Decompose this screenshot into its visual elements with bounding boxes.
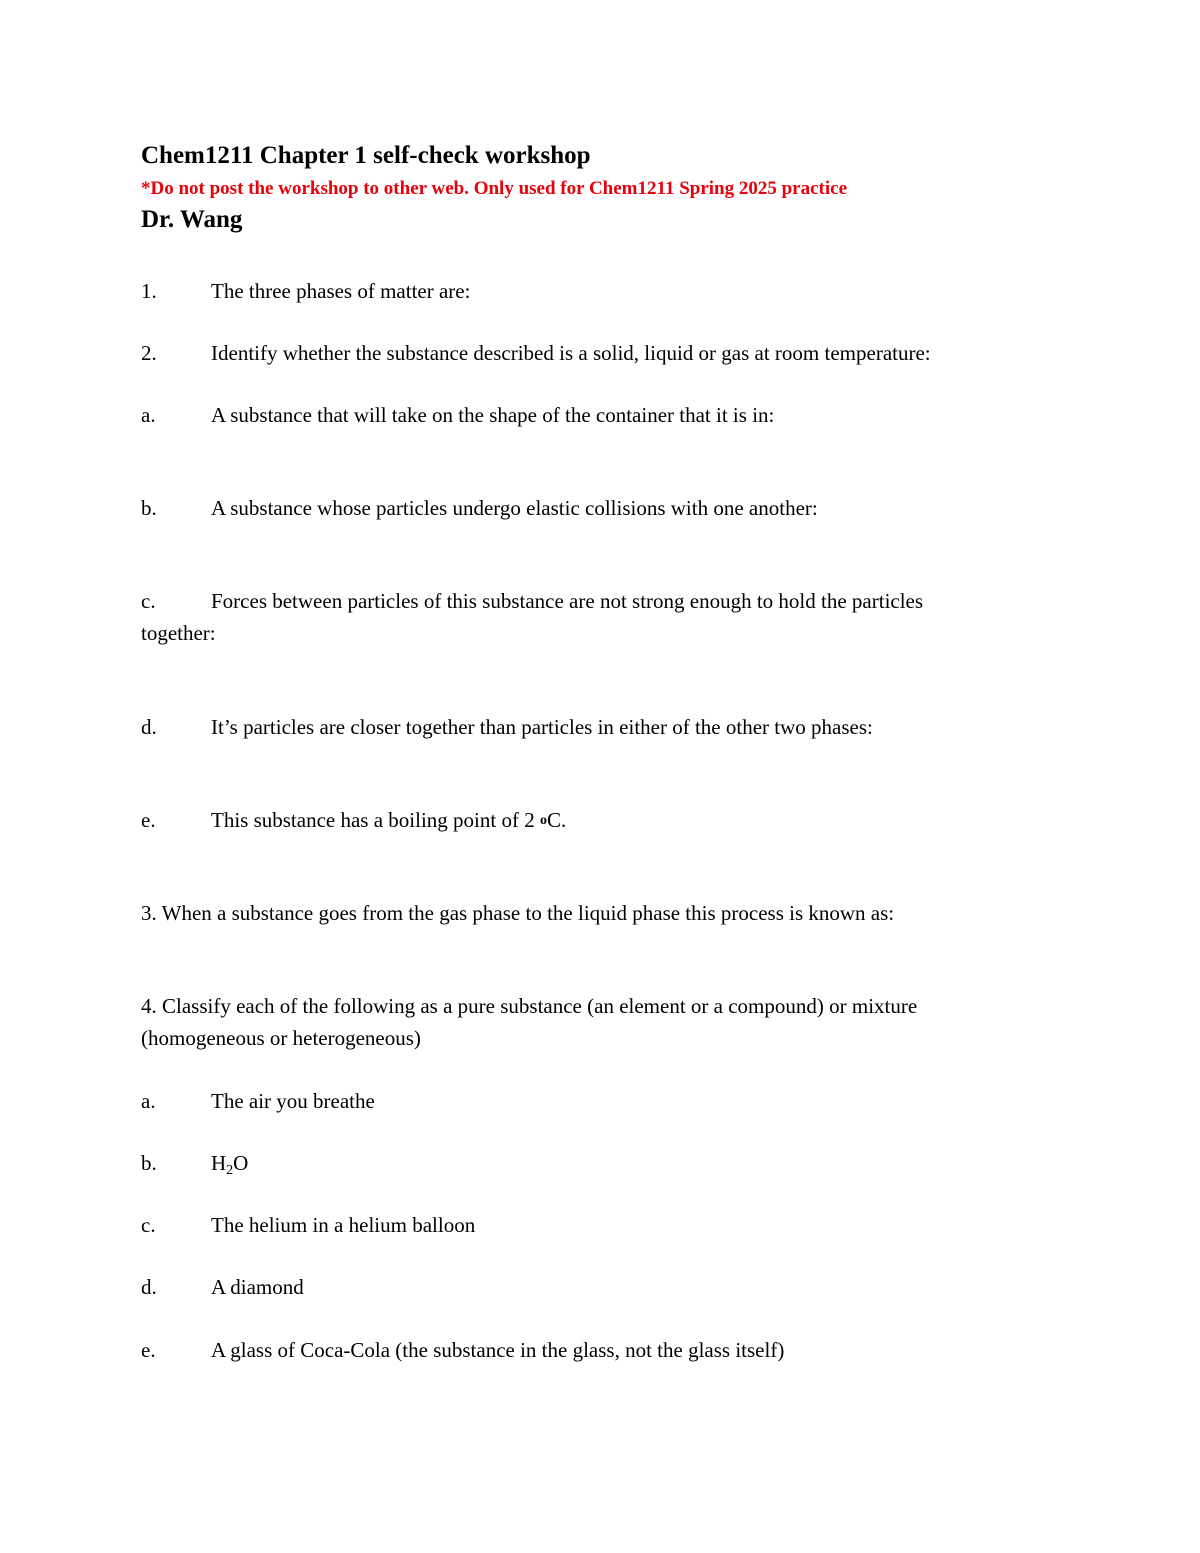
author-name: Dr. Wang — [141, 206, 243, 233]
question-text: Identify whether the substance described is a solid, liquid or gas at room temperature: — [211, 341, 931, 365]
item-text — [211, 1147, 248, 1183]
degree-superscript: o — [539, 813, 547, 828]
item-label: c. — [141, 1213, 156, 1237]
item-label: a. — [141, 1089, 156, 1113]
item-text: It’s particles are closer together than particles in either of the other two phases: — [211, 715, 873, 739]
item-text: A glass of Coca-Cola (the substance in the glass, not the glass itself) — [211, 1338, 785, 1362]
item-text-continued: together: — [141, 621, 216, 645]
item-label: b. — [141, 1151, 157, 1175]
item-label: b. — [141, 496, 157, 520]
usage-notice: *Do not post the workshop to other web. Only used for Chem1211 Spring 2025 practice — [141, 178, 848, 199]
question-text: The three phases of matter are: — [211, 279, 471, 303]
subscript-number: 2 — [226, 1163, 234, 1178]
document-title: Chem1211 Chapter 1 self-check workshop — [141, 142, 591, 169]
item-label: d. — [141, 715, 157, 739]
item-label: e. — [141, 1338, 156, 1362]
question-text-continued: (homogeneous or heterogeneous) — [141, 1026, 421, 1050]
item-text: A substance whose particles undergo elastic collisions with one another: — [211, 496, 818, 520]
question-text: 4. Classify each of the following as a pure substance (an element or a compound) or mixture — [141, 994, 918, 1018]
question-text: 3. When a substance goes from the gas phase to the liquid phase this process is known as: — [141, 901, 895, 925]
item-text-part: This substance has a boiling point of 2 — [211, 808, 540, 832]
question-number: 2. — [141, 341, 157, 365]
item-text: The helium in a helium balloon — [211, 1213, 476, 1237]
question-number: 1. — [141, 279, 157, 303]
item-label: e. — [141, 808, 156, 832]
item-label: d. — [141, 1275, 157, 1299]
item-text: The air you breathe — [211, 1089, 375, 1113]
item-text — [211, 804, 566, 840]
item-text: A diamond — [211, 1275, 304, 1299]
item-text: Forces between particles of this substance are not strong enough to hold the particles — [211, 589, 924, 613]
item-text-part: C. — [546, 808, 567, 832]
item-label: a. — [141, 403, 156, 427]
item-text: A substance that will take on the shape of the container that it is in: — [211, 403, 775, 427]
item-text-part: O — [233, 1151, 249, 1175]
item-label: c. — [141, 589, 156, 613]
item-text-part: H — [211, 1151, 227, 1175]
